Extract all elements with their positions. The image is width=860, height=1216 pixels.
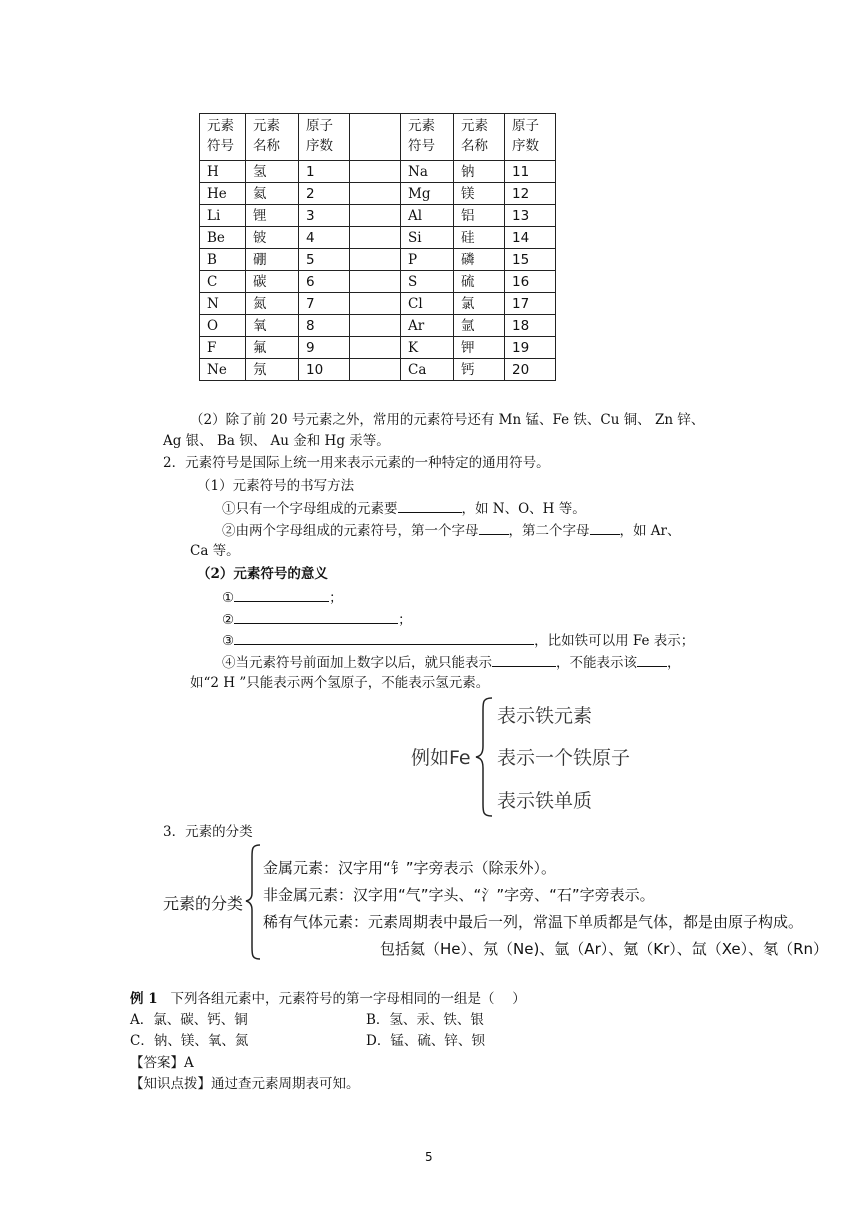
table-row: [200, 227, 556, 249]
table-cell: 13: [505, 205, 556, 227]
example-question: 例 1 下列各组元素中，元素符号的第一字母相同的一组是（ ）: [130, 991, 526, 1007]
table-row: [200, 315, 556, 337]
writing-rule-1: ①只有一个字母组成的元素要 ，如 N、O、H 等。: [222, 497, 586, 519]
table-cell: [350, 359, 401, 381]
table-cell: [350, 205, 401, 227]
table-cell: S: [401, 271, 454, 293]
table-cell: Be: [200, 227, 246, 249]
fill-blank[interactable]: [637, 651, 667, 667]
table-row: [200, 183, 556, 205]
table-cell: 2: [299, 183, 350, 205]
brace-icon: [474, 696, 496, 818]
class-noble-gas: 稀有气体元素：元素周期表中最后一列，常温下单质都是气体，都是由原子构成。: [263, 913, 804, 931]
fill-blank[interactable]: [234, 629, 534, 645]
table-cell: 9: [299, 337, 350, 359]
section-2-title: 2．元素符号是国际上统一用来表示元素的一种特定的通用符号。: [163, 455, 550, 471]
table-cell: [350, 227, 401, 249]
table-cell: 17: [505, 293, 556, 315]
table-cell: 12: [505, 183, 556, 205]
table-cell: 碳: [246, 271, 299, 293]
table-cell: 8: [299, 315, 350, 337]
table-header-row: [200, 114, 556, 161]
answer: 【答案】A: [130, 1055, 194, 1071]
table-cell: 镁: [454, 183, 505, 205]
table-cell: [350, 161, 401, 183]
table-cell: 19: [505, 337, 556, 359]
table-row: [200, 293, 556, 315]
paragraph-other-symbols: （2）除了前 20 号元素之外，常用的元素符号还有 Mn 锰、Fe 铁、Cu 铜、 Zn 锌、: [190, 412, 705, 428]
table-cell: 钙: [454, 359, 505, 381]
table-cell: 氯: [454, 293, 505, 315]
class-metal: 金属元素：汉字用“钅”字旁表示（除汞外）。: [263, 859, 557, 877]
page-number: 5: [425, 1150, 433, 1164]
table-cell: 14: [505, 227, 556, 249]
table-cell: O: [200, 315, 246, 337]
section-2-2-title: （2）元素符号的意义: [197, 566, 328, 582]
table-cell: 18: [505, 315, 556, 337]
table-cell: 4: [299, 227, 350, 249]
table-cell: C: [200, 271, 246, 293]
option-a: A．氯、碳、钙、铜: [130, 1012, 248, 1028]
table-cell: 1: [299, 161, 350, 183]
table-cell: 铍: [246, 227, 299, 249]
section-3-title: 3．元素的分类: [163, 824, 253, 840]
table-cell: F: [200, 337, 246, 359]
table-cell: 氧: [246, 315, 299, 337]
fill-blank[interactable]: [398, 497, 462, 513]
table-cell: 7: [299, 293, 350, 315]
table-row: [200, 337, 556, 359]
table-cell: 氟: [246, 337, 299, 359]
table-cell: H: [200, 161, 246, 183]
brace-icon: [244, 843, 262, 961]
meaning-1: ① ；: [222, 586, 343, 608]
header-cell: 原子 序数: [299, 114, 350, 161]
table-cell: 6: [299, 271, 350, 293]
table-cell: Na: [401, 161, 454, 183]
meaning-4-cont: 如“2 H ”只能表示两个氢原子，不能表示氢元素。: [190, 675, 490, 691]
header-cell: 元素 名称: [246, 114, 299, 161]
header-cell: 元素 符号: [200, 114, 246, 161]
option-d: D．锰、硫、锌、钡: [366, 1033, 485, 1049]
meaning-4: ④当元素符号前面加上数字以后，就只能表示 ，不能表示该 ，: [222, 651, 681, 673]
fill-blank[interactable]: [479, 519, 509, 535]
class-nonmetal: 非金属元素：汉字用“气”字头、“氵”字旁、“石”字旁表示。: [263, 886, 655, 904]
header-cell: [350, 114, 401, 161]
table-cell: 氦: [246, 183, 299, 205]
fill-blank[interactable]: [234, 608, 398, 624]
header-cell: 元素 符号: [401, 114, 454, 161]
class-noble-gas-list: 包括氦（He）、氖（Ne)、氩（Ar）、氪（Kr）、氙（Xe）、氡（Rn）: [380, 940, 829, 958]
table-cell: [350, 271, 401, 293]
table-cell: 3: [299, 205, 350, 227]
table-cell: Ne: [200, 359, 246, 381]
table-cell: [350, 183, 401, 205]
table-cell: 钠: [454, 161, 505, 183]
element-table: [199, 113, 556, 381]
table-cell: 氖: [246, 359, 299, 381]
table-cell: 硫: [454, 271, 505, 293]
table-cell: 15: [505, 249, 556, 271]
table-cell: Mg: [401, 183, 454, 205]
paragraph-other-symbols-cont: Ag 银、 Ba 钡、 Au 金和 Hg 汞等。: [163, 433, 390, 449]
table-cell: 硼: [246, 249, 299, 271]
table-cell: Li: [200, 205, 246, 227]
section-2-1-title: （1）元素符号的书写方法: [197, 478, 355, 494]
table-cell: 钾: [454, 337, 505, 359]
fe-label: 例如Fe: [411, 747, 471, 769]
table-cell: 16: [505, 271, 556, 293]
fe-meaning-atom: 表示一个铁原子: [497, 747, 631, 769]
table-row: [200, 271, 556, 293]
fe-meaning-substance: 表示铁单质: [497, 790, 593, 812]
table-cell: [350, 337, 401, 359]
classification-label: 元素的分类: [163, 894, 244, 913]
table-cell: N: [200, 293, 246, 315]
table-cell: 11: [505, 161, 556, 183]
table-cell: 氮: [246, 293, 299, 315]
writing-rule-2-cont: Ca 等。: [190, 543, 240, 559]
table-row: [200, 205, 556, 227]
option-b: B．氢、汞、铁、银: [366, 1012, 484, 1028]
header-cell: 元素 名称: [454, 114, 505, 161]
table-cell: [350, 249, 401, 271]
fe-meaning-element: 表示铁元素: [497, 705, 593, 727]
table-cell: 20: [505, 359, 556, 381]
table-cell: 5: [299, 249, 350, 271]
fill-blank[interactable]: [492, 651, 556, 667]
header-cell: 原子 序数: [505, 114, 556, 161]
table-cell: Al: [401, 205, 454, 227]
table-row: [200, 161, 556, 183]
fill-blank[interactable]: [234, 586, 329, 602]
table-cell: [350, 293, 401, 315]
table-cell: B: [200, 249, 246, 271]
option-c: C．钠、镁、氧、氮: [130, 1033, 249, 1049]
writing-rule-2: ②由两个字母组成的元素符号，第一个字母 ，第二个字母 ，如 Ar、: [222, 519, 681, 541]
table-cell: 磷: [454, 249, 505, 271]
table-cell: 10: [299, 359, 350, 381]
table-cell: Cl: [401, 293, 454, 315]
table-cell: 铝: [454, 205, 505, 227]
table-cell: 氩: [454, 315, 505, 337]
table-cell: K: [401, 337, 454, 359]
knowledge-hint: 【知识点拨】通过查元素周期表可知。: [130, 1076, 360, 1092]
table-cell: He: [200, 183, 246, 205]
table-cell: [350, 315, 401, 337]
table-cell: 硅: [454, 227, 505, 249]
table-row: [200, 359, 556, 381]
table-cell: Si: [401, 227, 454, 249]
fill-blank[interactable]: [590, 519, 620, 535]
table-cell: Ar: [401, 315, 454, 337]
table-row: [200, 249, 556, 271]
table-cell: Ca: [401, 359, 454, 381]
table-cell: 氢: [246, 161, 299, 183]
meaning-2: ② ；: [222, 608, 412, 630]
table-cell: P: [401, 249, 454, 271]
meaning-3: ③ ，比如铁可以用 Fe 表示；: [222, 629, 694, 651]
table-cell: 锂: [246, 205, 299, 227]
